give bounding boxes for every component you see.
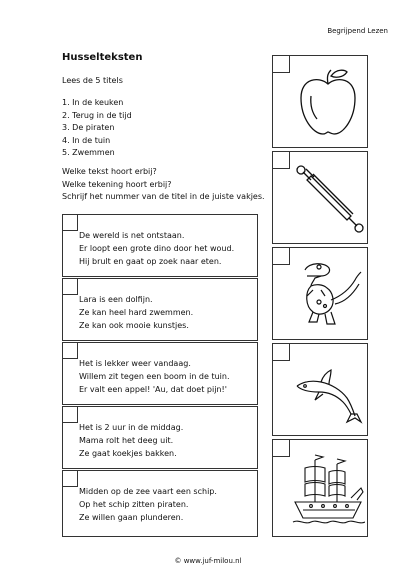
title-item: 3. De piraten (62, 123, 115, 133)
text-box-dino (62, 214, 258, 277)
instruction-line: Schrijf het nummer van de titel in de juiste vakjes. (62, 192, 265, 202)
picture-box-dinosaur (272, 247, 368, 340)
header-category: Begrijpend Lezen (327, 27, 388, 35)
title-item: 2. Terug in de tijd (62, 110, 132, 120)
text-line: Midden op de zee vaart een schip. (79, 487, 217, 496)
answer-box[interactable] (63, 279, 78, 295)
text-box-dolphin (62, 278, 258, 341)
picture-box-dolphin (272, 343, 368, 436)
rolling-pin-icon (291, 160, 365, 236)
apple-icon (291, 64, 365, 140)
footer-copyright: © www.juf-milou.nl (174, 557, 242, 565)
answer-box[interactable] (63, 343, 78, 359)
text-box-body (79, 421, 183, 460)
titles-list (62, 97, 132, 160)
intro-text: Lees de 5 titels (62, 76, 123, 85)
instruction-line: Welke tekening hoort erbij? (62, 179, 172, 189)
instruction-line: Welke tekst hoort erbij? (62, 167, 157, 176)
text-box-apple (62, 342, 258, 405)
picture-box-rolling-pin (272, 151, 368, 244)
text-line: Het is lekker weer vandaag. (79, 359, 191, 368)
answer-box[interactable] (273, 440, 290, 457)
answer-box[interactable] (63, 215, 78, 231)
answer-box[interactable] (63, 471, 78, 487)
picture-box-apple (272, 55, 368, 148)
title-item: 1. In de keuken (62, 98, 124, 107)
text-box-body (79, 229, 234, 268)
answer-box[interactable] (273, 344, 290, 361)
text-line: De wereld is net ontstaan. (79, 231, 185, 240)
answer-box[interactable] (273, 152, 290, 169)
text-box-body (79, 485, 217, 524)
text-line: Er loopt een grote dino door het woud. (79, 244, 235, 253)
text-line: Ze kan heel hard zwemmen. (79, 308, 194, 317)
answer-box[interactable] (63, 407, 78, 423)
text-line: Mama rolt het deeg uit. (79, 436, 174, 445)
text-line: Lara is een dolfijn. (79, 295, 153, 304)
text-line: Op het schip zitten piraten. (79, 500, 189, 509)
instructions (62, 166, 265, 204)
text-box-pirates (62, 470, 258, 537)
title-item: 5. Zwemmen (62, 148, 115, 158)
text-box-baking (62, 406, 258, 469)
answer-box[interactable] (273, 56, 290, 73)
dinosaur-icon (291, 256, 365, 332)
text-box-body (79, 293, 193, 332)
text-line: Ze willen gaan plunderen. (79, 513, 184, 522)
text-line: Ze kan ook mooie kunstjes. (79, 321, 189, 330)
pirate-ship-icon (291, 452, 365, 528)
text-box-body (79, 357, 230, 396)
title-item: 4. In de tuin (62, 135, 111, 145)
text-line: Ze gaat koekjes bakken. (79, 449, 177, 458)
text-line: Er valt een appel! 'Au, dat doet pijn!' (79, 385, 227, 394)
page-title: Husselteksten (62, 52, 143, 63)
dolphin-icon (291, 352, 365, 428)
text-line: Hij brult en gaat op zoek naar eten. (79, 257, 222, 266)
picture-box-pirate-ship (272, 439, 368, 537)
answer-box[interactable] (273, 248, 290, 265)
text-line: Het is 2 uur in de middag. (79, 423, 184, 432)
text-line: Willem zit tegen een boom in de tuin. (79, 372, 230, 381)
